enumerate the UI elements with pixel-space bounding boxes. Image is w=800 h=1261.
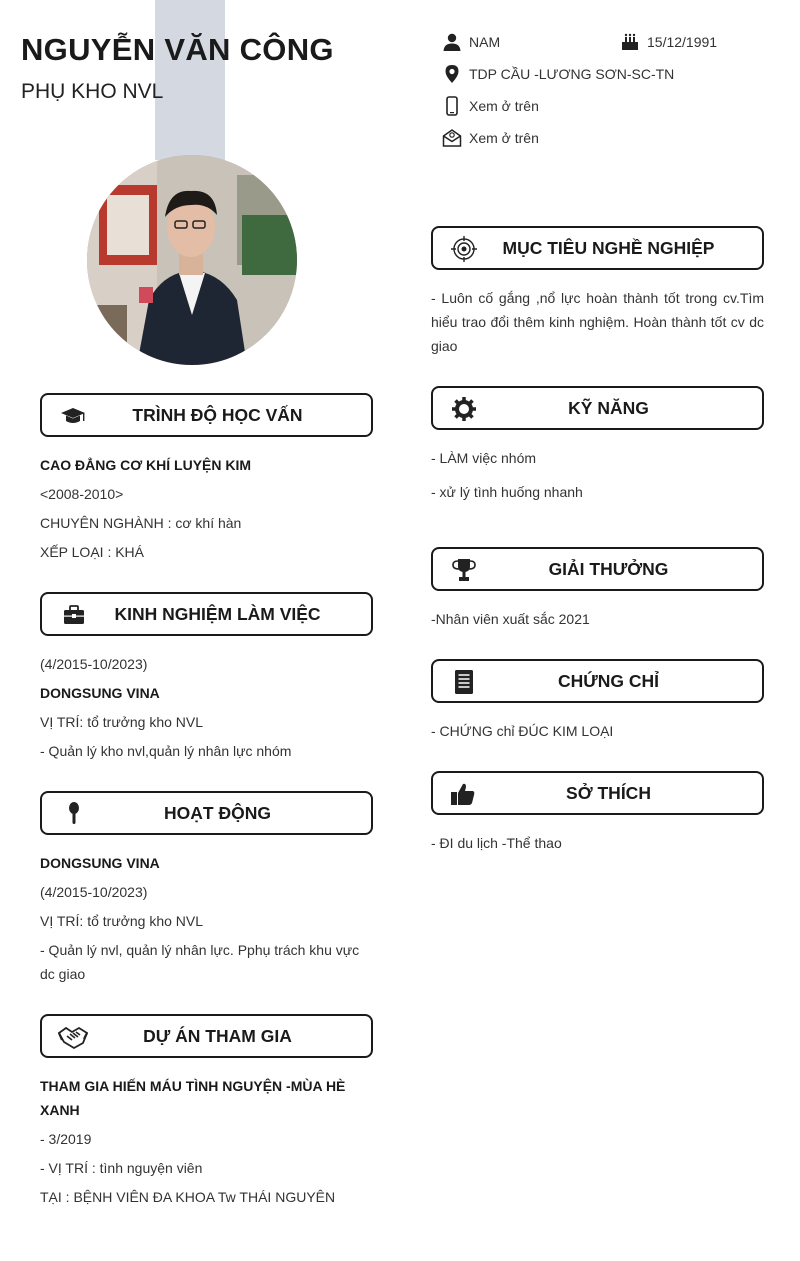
education-grade: XẾP LOẠI : KHÁ bbox=[40, 544, 145, 560]
section-objective bbox=[431, 226, 764, 270]
experience-period: (4/2015-10/2023) bbox=[40, 656, 148, 672]
activities-title: HOẠT ĐỘNG bbox=[164, 803, 271, 823]
gender-value: NAM bbox=[469, 34, 501, 50]
projects-title: DỰ ÁN THAM GIA bbox=[143, 1026, 292, 1046]
section-projects bbox=[40, 1014, 373, 1058]
decorative-header-bar bbox=[155, 0, 225, 160]
section-awards bbox=[431, 547, 764, 591]
address-value: TDP CẦU -LƯƠNG SƠN-SC-TN bbox=[469, 66, 675, 82]
objective-title: MỤC TIÊU NGHỀ NGHIỆP bbox=[502, 238, 715, 258]
contact-gender bbox=[442, 32, 500, 52]
education-school: CAO ĐẲNG CƠ KHÍ LUYỆN KIM bbox=[40, 457, 252, 473]
objective-text: - Luôn cố gắng ,nổ lực hoàn thành tốt trong cv.Tìm hiểu trao đổi thêm kinh nghiệm. Hoàn thành tốt cv dc giao bbox=[431, 290, 764, 354]
project-date: - 3/2019 bbox=[40, 1131, 92, 1147]
hobby-item-1: - ĐI du lịch -Thể thao bbox=[431, 835, 562, 851]
hobbies-title: SỞ THÍCH bbox=[566, 783, 651, 803]
experience-desc: - Quản lý kho nvl,quản lý nhân lực nhóm bbox=[40, 743, 292, 759]
contact-address bbox=[442, 64, 674, 84]
project-place: TẠI : BỆNH VIÊN ĐA KHOA Tw THÁI NGUYÊN bbox=[40, 1189, 336, 1205]
avatar bbox=[87, 155, 297, 365]
skill-item-1: - LÀM việc nhóm bbox=[431, 450, 537, 466]
project-name: THAM GIA HIẾN MÁU TÌNH NGUYỆN -MÙA HÈ XANH bbox=[40, 1078, 346, 1118]
avatar-photo bbox=[87, 155, 297, 365]
envelope-icon bbox=[442, 128, 462, 148]
birthday-value: 15/12/1991 bbox=[647, 34, 718, 50]
award-item-1: -Nhân viên xuất sắc 2021 bbox=[431, 611, 590, 627]
certificates-title: CHỨNG CHỈ bbox=[557, 671, 660, 691]
experience-title: KINH NGHIỆM LÀM VIỆC bbox=[114, 604, 321, 624]
email-value: Xem ở trên bbox=[469, 130, 539, 146]
section-certificates bbox=[431, 659, 764, 703]
education-title: TRÌNH ĐỘ HỌC VẤN bbox=[132, 405, 303, 425]
activities-period: (4/2015-10/2023) bbox=[40, 884, 148, 900]
skills-title: KỸ NĂNG bbox=[568, 398, 649, 418]
section-education bbox=[40, 393, 373, 437]
activities-desc: - Quản lý nvl, quản lý nhân lực. Pphụ trách khu vực dc giao bbox=[40, 942, 360, 982]
skill-item-2: - xử lý tình huống nhanh bbox=[431, 484, 583, 500]
location-pin-icon bbox=[442, 64, 462, 84]
certificate-item-1: - CHỨNG chỉ ĐÚC KIM LOẠI bbox=[431, 723, 614, 739]
section-skills bbox=[431, 386, 764, 430]
activities-org: DONGSUNG VINA bbox=[40, 855, 160, 871]
activities-role: VỊ TRÍ: tổ trưởng kho NVL bbox=[40, 913, 204, 929]
candidate-position: PHỤ KHO NVL bbox=[21, 80, 164, 103]
phone-value: Xem ở trên bbox=[469, 98, 539, 114]
experience-role: VỊ TRÍ: tổ trưởng kho NVL bbox=[40, 714, 204, 730]
phone-icon bbox=[442, 96, 462, 116]
user-icon bbox=[442, 32, 462, 52]
candidate-name: NGUYỄN VĂN CÔNG bbox=[21, 32, 334, 67]
cake-icon bbox=[620, 32, 640, 52]
contact-email bbox=[442, 128, 539, 148]
awards-title: GIẢI THƯỞNG bbox=[548, 559, 669, 579]
section-hobbies bbox=[431, 771, 764, 815]
education-period: <2008-2010> bbox=[40, 486, 124, 502]
experience-company: DONGSUNG VINA bbox=[40, 685, 160, 701]
contact-birthday bbox=[620, 32, 717, 52]
project-role: - VỊ TRÍ : tình nguyện viên bbox=[40, 1160, 203, 1176]
contact-phone bbox=[442, 96, 539, 116]
section-experience bbox=[40, 592, 373, 636]
section-activities bbox=[40, 791, 373, 835]
education-major: CHUYÊN NGHÀNH : cơ khí hàn bbox=[40, 515, 242, 531]
